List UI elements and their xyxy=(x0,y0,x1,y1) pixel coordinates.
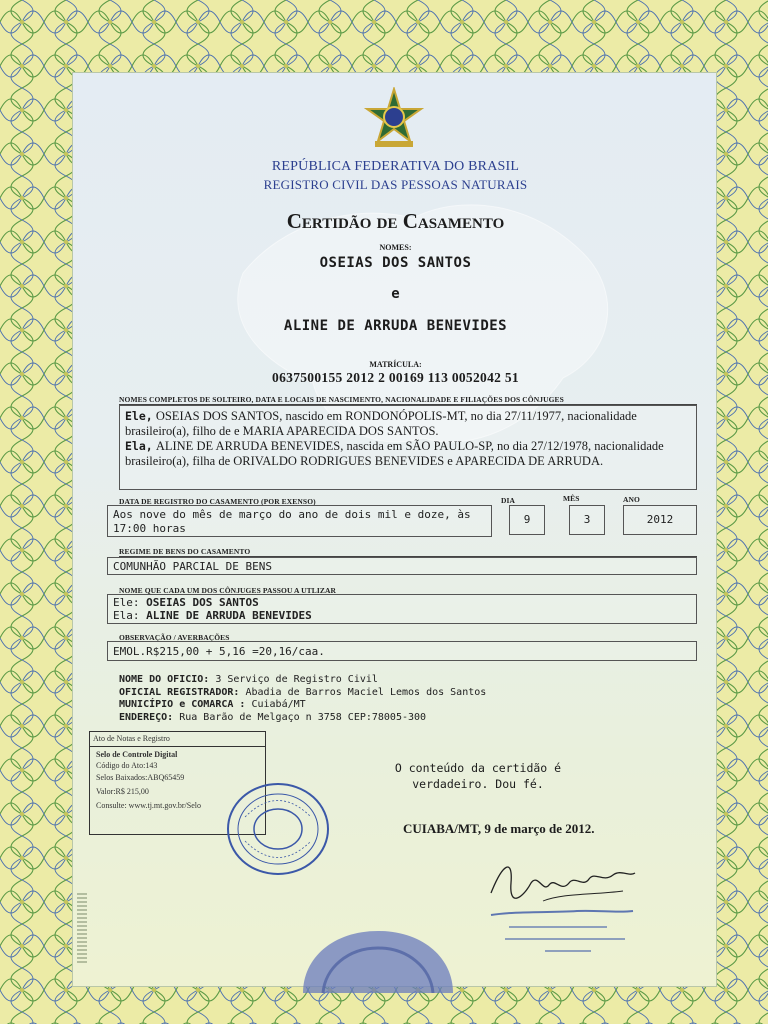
registrar-name: Abadia de Barros Maciel Lemos dos Santos xyxy=(245,686,487,698)
adopted-ela-name: ALINE DE ARRUDA BENEVIDES xyxy=(146,609,312,622)
certificate-panel xyxy=(72,72,717,987)
seal-box-value: Valor:R$ 215,00 xyxy=(96,787,149,796)
address-value: Rua Barão de Melgaço n 3758 CEP:78005-300 xyxy=(179,711,427,723)
property-regime-label: REGIME DE BENS DO CASAMENTO xyxy=(119,547,697,557)
ele-details: OSEIAS DOS SANTOS, nascido em RONDONÓPOLIS-MT, no dia 27/11/1977, nacionalidade brasileiro(a), filho de e MARIA APARECIDA DOS SANTOS. xyxy=(125,409,637,438)
office-name: 3 Serviço de Registro Civil xyxy=(215,674,378,685)
seal-box-title: Selo de Controle Digital xyxy=(96,750,178,759)
attestation-text xyxy=(363,760,593,792)
adopted-ela-prefix: Ela: xyxy=(113,609,140,622)
adopted-names-label: NOME QUE CADA UM DOS CÔNJUGES PASSOU A UTLIZAR xyxy=(119,586,336,595)
office-info xyxy=(119,674,486,724)
day-value: 9 xyxy=(509,505,545,535)
registrar-label: OFICIAL REGISTRADOR: xyxy=(119,686,240,698)
document-title: Certidão de Casamento xyxy=(286,209,505,233)
country-title: REPÚBLICA FEDERATIVA DO BRASIL xyxy=(271,159,520,174)
seal-box-header: Ato de Notas e Registro xyxy=(90,732,265,747)
printer-mark xyxy=(77,893,87,963)
property-regime-value: COMUNHÃO PARCIAL DE BENS xyxy=(107,557,697,575)
names-label: NOMES: xyxy=(379,243,412,252)
notes-label: OBSERVAÇÃO / AVERBAÇÕES xyxy=(119,633,230,642)
registry-title: REGISTRO CIVIL DAS PESSOAS NATURAIS xyxy=(263,177,528,192)
names-connector: e xyxy=(391,286,400,302)
ele-prefix: Ele, xyxy=(125,409,153,423)
office-name-label: NOME DO OFICIO: xyxy=(119,674,210,685)
adopted-ele-name: OSEIAS DOS SANTOS xyxy=(146,596,259,609)
bride-name: ALINE DE ARRUDA BENEVIDES xyxy=(283,318,508,334)
registration-date-text: Aos nove do mês de março do ano de dois mil e doze, às 17:00 horas xyxy=(107,505,492,537)
attestation-line-1: O conteúdo da certidão é xyxy=(394,761,562,775)
city-label: MUNICÍPIO e COMARCA : xyxy=(119,699,246,710)
notes-value: EMOL.R$215,00 + 5,16 =20,16/caa. xyxy=(107,641,697,661)
month-value: 3 xyxy=(569,505,605,535)
seal-box-selos: Selos Baixados:ABQ65459 xyxy=(96,773,185,782)
groom-name: OSEIAS DOS SANTOS xyxy=(319,255,472,271)
place-and-date: CUIABA/MT, 9 de março de 2012. xyxy=(403,821,595,836)
year-value: 2012 xyxy=(623,505,697,535)
adopted-ele-prefix: Ele: xyxy=(113,596,140,609)
seal-box-code: Código do Ato:143 xyxy=(96,761,158,770)
seal-box-consult: Consulte: www.tj.mt.gov.br/Selo xyxy=(96,801,201,810)
coat-of-arms-icon xyxy=(361,87,427,153)
day-label: DIA xyxy=(501,496,516,505)
registration-date-label: DATA DE REGISTRO DO CASAMENTO (POR EXENSO) xyxy=(119,497,316,506)
official-name-stamp-icon xyxy=(487,905,637,959)
matricula-number: 0637500155 2012 2 00169 113 0052042 51 xyxy=(272,370,519,385)
attestation-line-2: verdadeiro. Dou fé. xyxy=(412,777,544,791)
address-label: ENDEREÇO: xyxy=(119,711,174,723)
year-label: ANO xyxy=(623,495,640,504)
ela-details: ALINE DE ARRUDA BENEVIDES, nascida em SÃO PAULO-SP, no dia 27/12/1978, nacionalidade brasileiro(a), filha de ORIVALDO RODRIGUES BENEVIDES e APARECIDA DE ARRUDA. xyxy=(125,439,664,468)
spouses-details xyxy=(119,405,697,490)
matricula-label: MATRÍCULA: xyxy=(369,360,422,369)
city-value: Cuiabá/MT xyxy=(251,699,306,710)
ela-prefix: Ela, xyxy=(125,439,153,453)
adopted-names-box xyxy=(107,594,697,624)
spouses-label: NOMES COMPLETOS DE SOLTEIRO, DATA E LOCAIS DE NASCIMENTO, NACIONALIDADE E FILIAÇÕES DOS CÔNJUGES xyxy=(119,395,697,405)
notary-stamp-icon xyxy=(223,779,333,879)
embossed-seal-icon xyxy=(293,923,463,993)
month-label: MÊS xyxy=(563,494,580,503)
